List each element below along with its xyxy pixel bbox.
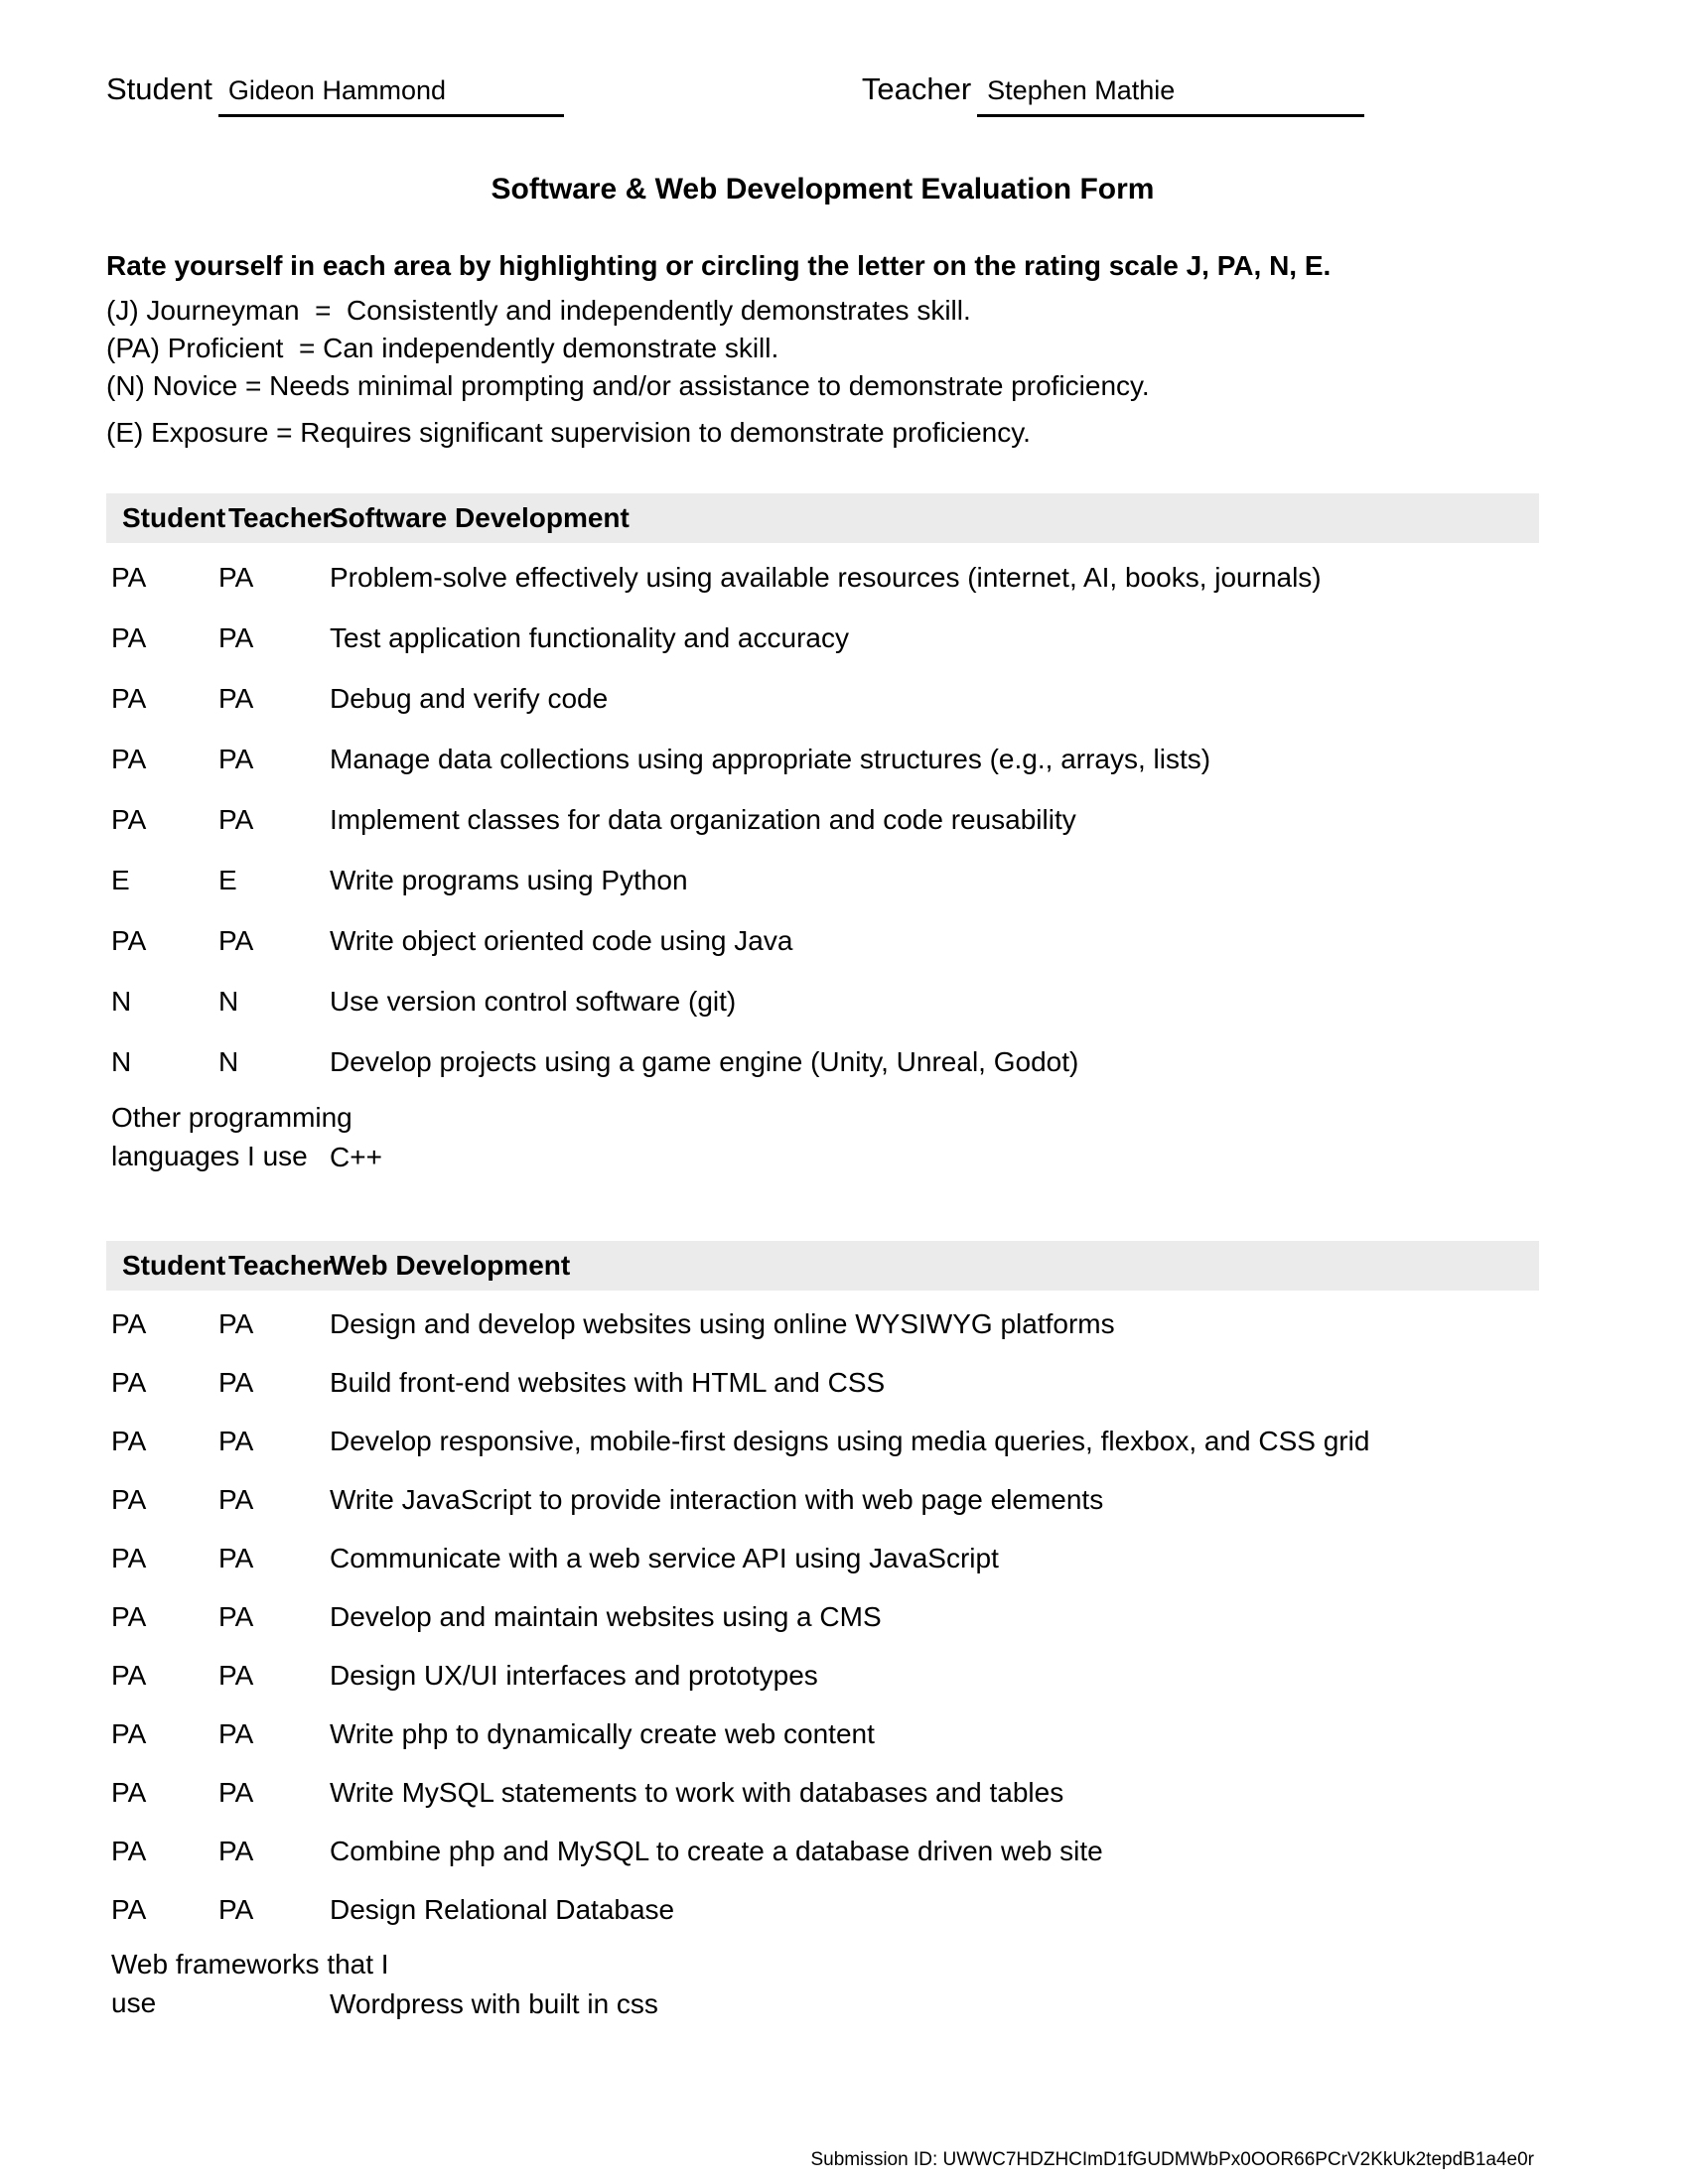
table-row <box>106 1295 1539 1353</box>
student-rating: PA <box>111 1659 147 1691</box>
teacher-rating: PA <box>218 1425 254 1456</box>
teacher-rating: PA <box>218 803 254 835</box>
teacher-column-header: Teacher <box>228 502 334 533</box>
student-name-value: Gideon Hammond <box>218 75 564 117</box>
web-table-body <box>106 1291 1539 1939</box>
table-row <box>106 1705 1539 1763</box>
teacher-rating: PA <box>218 743 254 774</box>
teacher-rating: PA <box>218 621 254 653</box>
skill-description: Implement classes for data organization and code reusability <box>330 803 1076 835</box>
teacher-rating: PA <box>218 1893 254 1925</box>
teacher-rating: N <box>218 1045 239 1077</box>
rating-scale-line: (J) Journeyman = Consistently and independently demonstrates skill. <box>106 295 971 326</box>
table-row <box>106 1353 1539 1412</box>
instructions-intro: Rate yourself in each area by highlighting or circling the letter on the rating scale J, PA, N, E. <box>106 250 1332 281</box>
web-frameworks-value: Wordpress with built in css <box>330 1988 658 2019</box>
rating-scale-line: (N) Novice = Needs minimal prompting and/or assistance to demonstrate proficiency. <box>106 370 1150 401</box>
skill-description: Design and develop websites using online WYSIWYG platforms <box>330 1307 1115 1339</box>
skill-description: Use version control software (git) <box>330 985 737 1017</box>
student-rating: PA <box>111 1776 147 1808</box>
table-row <box>106 789 1539 850</box>
table-row <box>106 1031 1539 1092</box>
web-table-header <box>106 1241 1539 1291</box>
software-table-body <box>106 543 1539 1092</box>
table-row <box>106 1587 1539 1646</box>
teacher-rating: PA <box>218 1600 254 1632</box>
table-row <box>106 1646 1539 1705</box>
skill-description: Design Relational Database <box>330 1893 675 1925</box>
student-rating: PA <box>111 1717 147 1749</box>
skill-description: Develop responsive, mobile-first designs using media queries, flexbox, and CSS grid <box>330 1425 1370 1456</box>
student-rating: PA <box>111 1366 147 1398</box>
skill-description: Test application functionality and accuracy <box>330 621 849 653</box>
table-row <box>106 971 1539 1031</box>
other-languages-row <box>106 1098 1539 1177</box>
teacher-rating: PA <box>218 924 254 956</box>
skill-description: Debug and verify code <box>330 682 609 714</box>
student-rating: PA <box>111 1893 147 1925</box>
student-column-header: Student <box>122 1250 226 1281</box>
skill-description: Problem-solve effectively using available resources (internet, AI, books, journals) <box>330 561 1322 593</box>
software-table-header <box>106 493 1539 543</box>
skill-description: Write programs using Python <box>330 864 688 895</box>
teacher-rating: E <box>218 864 237 895</box>
student-rating: PA <box>111 924 147 956</box>
area-column-header: Software Development <box>330 502 630 533</box>
student-column-header: Student <box>122 502 226 533</box>
skill-description: Manage data collections using appropriate structures (e.g., arrays, lists) <box>330 743 1211 774</box>
skill-description: Design UX/UI interfaces and prototypes <box>330 1659 818 1691</box>
form-title: Software & Web Development Evaluation Form <box>491 173 1155 205</box>
student-rating: PA <box>111 1483 147 1515</box>
student-rating: PA <box>111 1425 147 1456</box>
skill-description: Write MySQL statements to work with databases and tables <box>330 1776 1064 1808</box>
student-rating: PA <box>111 1542 147 1573</box>
rating-scale-line: (PA) Proficient = Can independently demonstrate skill. <box>106 333 779 363</box>
teacher-rating: PA <box>218 1717 254 1749</box>
teacher-rating: PA <box>218 1659 254 1691</box>
student-rating: PA <box>111 1307 147 1339</box>
student-rating: PA <box>111 561 147 593</box>
student-rating: E <box>111 864 130 895</box>
other-languages-label: Other programming languages I use <box>111 1102 352 1171</box>
teacher-rating: PA <box>218 1835 254 1866</box>
web-frameworks-row <box>106 1945 1539 2024</box>
skill-description: Combine php and MySQL to create a database driven web site <box>330 1835 1103 1866</box>
teacher-rating: PA <box>218 682 254 714</box>
skill-description: Write object oriented code using Java <box>330 924 793 956</box>
skill-description: Write php to dynamically create web content <box>330 1717 875 1749</box>
teacher-column-header: Teacher <box>228 1250 334 1281</box>
teacher-rating: PA <box>218 1542 254 1573</box>
table-row <box>106 850 1539 910</box>
name-fields <box>106 71 1539 117</box>
submission-id: Submission ID: UWWC7HDZHCImD1fGUDMWbPx0OOR66PCrV2KkUk2tepdB1a4e0r <box>810 2149 1534 2170</box>
table-row <box>106 1822 1539 1880</box>
table-row <box>106 608 1539 668</box>
other-languages-value: C++ <box>330 1142 382 1172</box>
table-row <box>106 668 1539 729</box>
student-rating: PA <box>111 803 147 835</box>
student-field <box>106 71 564 117</box>
table-row <box>106 547 1539 608</box>
teacher-rating: PA <box>218 1483 254 1515</box>
teacher-rating: PA <box>218 1776 254 1808</box>
table-row <box>106 1412 1539 1470</box>
teacher-rating: PA <box>218 1366 254 1398</box>
skill-description: Develop projects using a game engine (Unity, Unreal, Godot) <box>330 1045 1079 1077</box>
table-row <box>106 1880 1539 1939</box>
teacher-rating: PA <box>218 561 254 593</box>
teacher-name-value: Stephen Mathie <box>977 75 1364 117</box>
student-rating: N <box>111 1045 132 1077</box>
web-development-table <box>106 1241 1539 2024</box>
web-frameworks-label: Web frameworks that I use <box>111 1949 389 2018</box>
table-row <box>106 1529 1539 1587</box>
rating-scale-line: (E) Exposure = Requires significant supervision to demonstrate proficiency. <box>106 417 1031 448</box>
student-rating: N <box>111 985 132 1017</box>
table-row <box>106 910 1539 971</box>
table-row <box>106 1470 1539 1529</box>
skill-description: Build front-end websites with HTML and CSS <box>330 1366 886 1398</box>
student-label: Student <box>106 71 212 106</box>
skill-description: Develop and maintain websites using a CMS <box>330 1600 882 1632</box>
student-rating: PA <box>111 682 147 714</box>
rating-scale <box>106 292 1539 452</box>
teacher-rating: N <box>218 985 239 1017</box>
teacher-rating: PA <box>218 1307 254 1339</box>
skill-description: Communicate with a web service API using JavaScript <box>330 1542 999 1573</box>
student-rating: PA <box>111 1835 147 1866</box>
student-rating: PA <box>111 743 147 774</box>
table-row <box>106 729 1539 789</box>
skill-description: Write JavaScript to provide interaction with web page elements <box>330 1483 1104 1515</box>
student-rating: PA <box>111 621 147 653</box>
table-row <box>106 1763 1539 1822</box>
area-column-header: Web Development <box>330 1250 571 1281</box>
software-development-table <box>106 493 1539 1177</box>
teacher-field <box>862 71 1364 117</box>
student-rating: PA <box>111 1600 147 1632</box>
teacher-label: Teacher <box>861 71 972 106</box>
